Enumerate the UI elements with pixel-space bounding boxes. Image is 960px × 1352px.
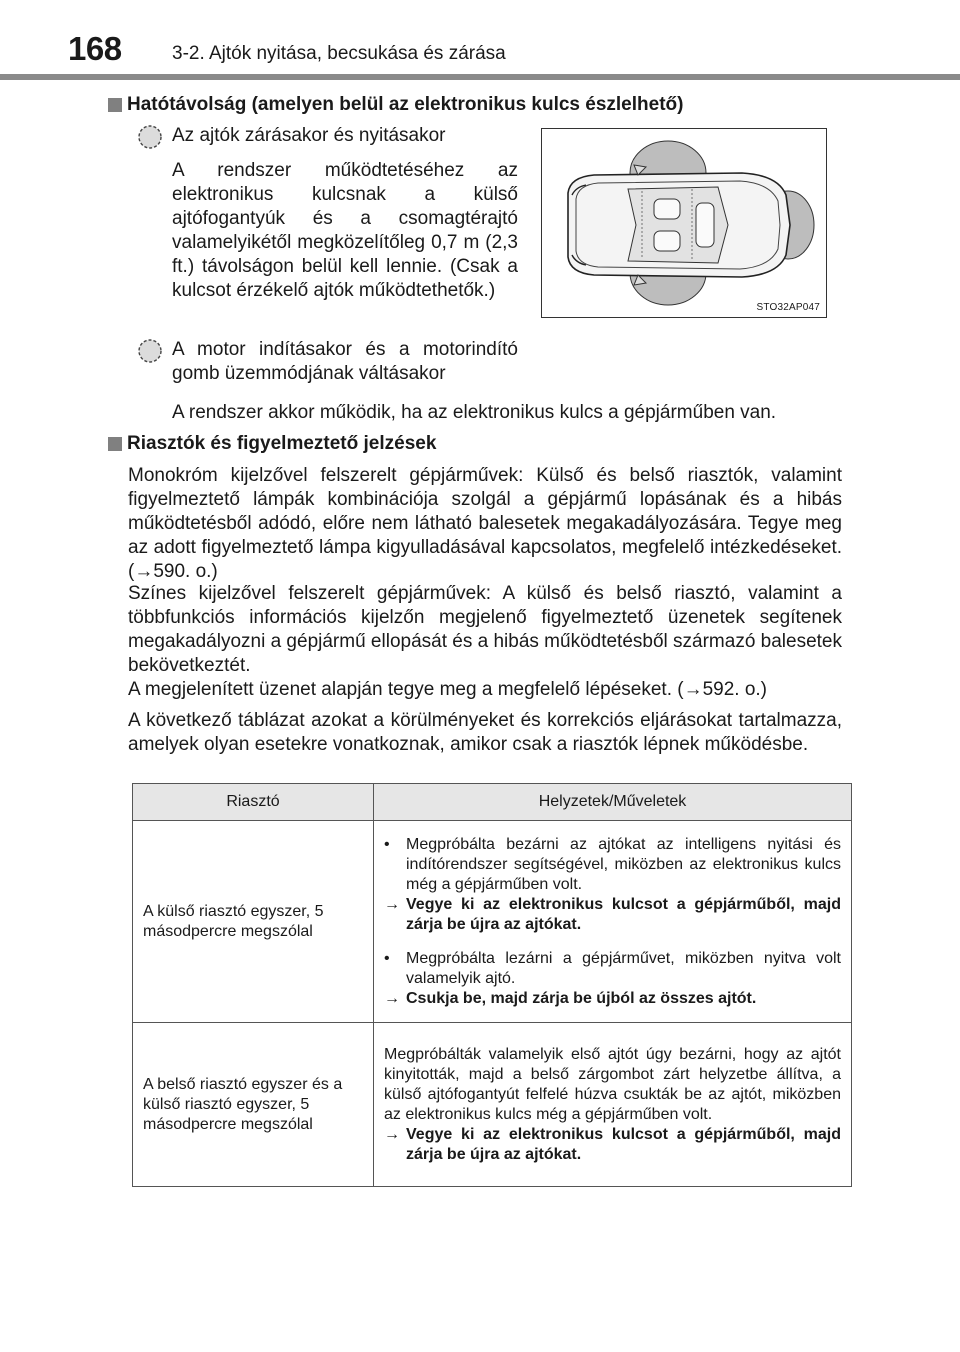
situation-text: Megpróbálta lezárni a gépjárművet, miközben nyitva volt valamelyik ajtó. [406,949,841,987]
list-item [384,835,841,895]
arrow-icon: → [384,895,400,913]
dashed-circle-icon [137,338,163,364]
action-line [384,989,841,1009]
square-bullet-icon [108,98,122,112]
alarms-paragraph-2b: A megjelenített üzenet alapján tegye meg a megfelelő lépéseket. (→592. o.) [128,679,768,700]
arrow-icon: → [384,989,400,1007]
bullet-mark: • [384,949,390,967]
car-top-view-illustration [542,129,826,317]
action-cell [374,821,852,1023]
action-text: Csukja be, majd zárja be újból az összes ajtót. [406,989,757,1007]
dashed-circle-icon [137,124,163,150]
action-text: Vegye ki az elektronikus kulcsot a gépjárműből, majd zárja be újra az ajtókat. [406,1125,841,1163]
situation-text: Megpróbálták valamelyik első ajtót úgy bezárni, hogy az ajtót kinyitották, majd a belső zárgombot zárt helyzetbe állítva, a külső ajtófogantyút felfelé húzva csukták be az ajtót, miközben az elektronikus kulcs még a gépjárműben volt. [384,1045,841,1123]
section-heading-text: Riasztók és figyelmeztető jelzések [127,433,437,454]
range-doors-text: A rendszer működtetéséhez az elektronikus kulcsnak a külső ajtófogantyúk és a csomagtérajtó valamelyikétől megközelítőleg 0,7 m (2,3 ft.) távolságon belül kell lennie. (Csak a kulcsot érzékelő ajtók működtethetők.) [172,160,518,301]
action-text: Vegye ki az elektronikus kulcsot a gépjárműből, majd zárja be újra az ajtókat. [406,895,841,933]
subsection-title: A motor indításakor és a motorindító gomb üzemmódjának váltásakor [172,339,518,384]
action-line [384,1125,841,1165]
action-line [384,895,841,935]
table-header-row [133,784,852,821]
detection-range-figure [541,128,827,318]
situation-text: Megpróbálta bezárni az ajtókat az intelligens nyitási és indítórendszer segítségével, miközben az elektronikus kulcs még a gépjárműben volt. [406,835,841,893]
bullet-mark: • [384,835,390,853]
alarms-paragraph-1: Monokróm kijelzővel felszerelt gépjárművek: Külső és belső riasztók, valamint figyelmeztető lámpák kombinációja szolgál a gépjármű lopásának és a hibás működtetésből adódó, előre nem látható balesetek megakadályozására. Tegye meg az adott figyelmeztető lámpa kigyulladásával kapcsolatos, megfelelő intézkedéseket. (→590. o.) [128,465,842,582]
list-item [384,949,841,989]
alarm-cell: A külső riasztó egyszer, 5 másodpercre megszólal [133,821,374,1023]
subsection-doors [137,124,446,150]
alarms-paragraph-2: Színes kijelzővel felszerelt gépjárművek: A külső és belső riasztó, valamint a többfunkciós információs kijelzőn megjelenő figyelmeztető üzenetek segítenek megakadályozni a gépjármű ellopását és a hibás működtetésből származó balesetek bekövetkeztét. [128,583,842,676]
alarm-table [132,783,852,1187]
table-header-situations: Helyzetek/Műveletek [374,784,852,821]
section-heading-alarms [108,433,436,455]
alarms-paragraph-3: A következő táblázat azokat a körülményeket és korrekciós eljárásokat tartalmazza, amelyek olyan esetekre vonatkoznak, amikor csak a riasztók lépnek működésbe. [128,710,842,755]
range-engine-text: A rendszer akkor működik, ha az elektronikus kulcs a gépjárműben van. [172,402,777,423]
header-rule [0,74,960,80]
square-bullet-icon [108,437,122,451]
table-row [133,1023,852,1187]
arrow-icon: → [384,1125,400,1143]
figure-code: STO32AP047 [756,302,820,313]
table-header-alarm: Riasztó [133,784,374,821]
action-cell [374,1023,852,1187]
subsection-engine [137,338,518,386]
section-heading-text: Hatótávolság (amelyen belül az elektronikus kulcs észlelhető) [127,94,684,115]
chapter-title: 3-2. Ajtók nyitása, becsukása és zárása [172,43,506,64]
section-heading-range [108,94,683,116]
page-number: 168 [68,30,122,67]
subsection-title: Az ajtók zárásakor és nyitásakor [172,125,446,146]
page-header [0,0,960,82]
alarm-cell: A belső riasztó egyszer és a külső riasztó egyszer, 5 másodpercre megszólal [133,1023,374,1187]
table-row [133,821,852,1023]
